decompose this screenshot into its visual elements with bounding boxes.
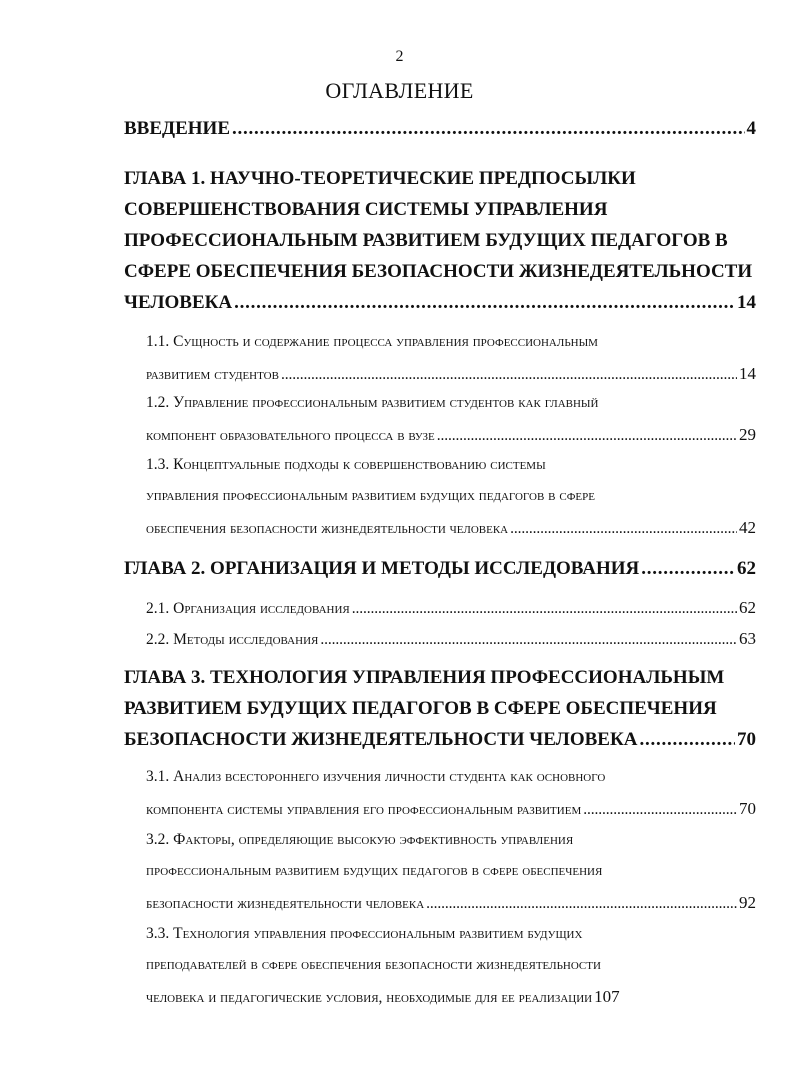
toc-page-number: 4	[746, 118, 756, 139]
toc-entry-text: компонента системы управления его профессиональным развитием	[146, 801, 582, 818]
toc-entry-text: ГЛАВА 1. НАУЧНО-ТЕОРЕТИЧЕСКИЕ ПРЕДПОСЫЛКИ	[124, 168, 636, 189]
toc-entry-section-2-2[interactable]	[146, 629, 756, 661]
toc-entry-text: 1.2. Управление профессиональным развитием студентов как главный	[146, 394, 599, 411]
toc-entry-text: преподавателей в сфере обеспечения безопасности жизнедеятельности	[146, 956, 601, 973]
dot-leader	[583, 801, 737, 819]
toc-entry-text: 1.1. Сущность и содержание процесса управления профессиональным	[146, 333, 598, 350]
toc-entry-text: обеспечения безопасности жизнедеятельности человека	[146, 520, 509, 537]
toc-entry-text: безопасности жизнедеятельности человека	[146, 895, 425, 912]
toc-entry-text: 3.3. Технология управления профессиональным развитием будущих	[146, 925, 583, 942]
page-number: 2	[395, 48, 404, 65]
toc-page-number: 92	[739, 893, 756, 912]
page-title: ОГЛАВЛЕНИЕ	[325, 78, 474, 103]
toc-entry-section-2-1[interactable]	[146, 598, 756, 630]
toc-entry-section-3-3[interactable]	[146, 925, 756, 1019]
dot-leader	[281, 366, 737, 384]
toc-page-number: 70	[739, 799, 756, 818]
toc-entry-text: ГЛАВА 3. ТЕХНОЛОГИЯ УПРАВЛЕНИЯ ПРОФЕССИОНАЛЬНЫМ	[124, 667, 725, 688]
dot-leader	[234, 292, 735, 314]
toc-entry-text: РАЗВИТИЕМ БУДУЩИХ ПЕДАГОГОВ В СФЕРЕ ОБЕСПЕЧЕНИЯ	[124, 698, 717, 719]
dot-leader	[232, 118, 745, 140]
toc-page-number: 107	[594, 987, 620, 1006]
toc-page-number: 62	[739, 598, 756, 617]
toc-entry-text: 1.3. Концептуальные подходы к совершенствованию системы	[146, 456, 546, 473]
toc-entry-text: компонент образовательного процесса в вузе	[146, 427, 435, 444]
toc-entry-text: ГЛАВА 2. ОРГАНИЗАЦИЯ И МЕТОДЫ ИССЛЕДОВАНИЯ	[124, 558, 640, 579]
toc-page-number: 29	[739, 425, 756, 444]
toc-page-number: 42	[739, 518, 756, 537]
toc-entry-chapter-1[interactable]	[124, 168, 756, 333]
dot-leader	[437, 427, 737, 445]
toc-entry-text: ВВЕДЕНИЕ	[124, 118, 230, 139]
toc-entry-chapter-3[interactable]	[124, 667, 756, 767]
dot-leader	[320, 631, 737, 649]
toc-entry-text: профессиональным развитием будущих педагогов в сфере обеспечения	[146, 862, 603, 879]
toc-entry-section-3-2[interactable]	[146, 831, 756, 925]
toc-entry-text: 3.1. Анализ всестороннего изучения личности студента как основного	[146, 768, 606, 785]
toc-page-number: 63	[739, 629, 756, 648]
toc-entry-text: ЧЕЛОВЕКА	[124, 292, 233, 313]
toc-entry-chapter-2[interactable]	[124, 558, 756, 592]
toc-page-number: 14	[739, 364, 756, 383]
dot-leader	[641, 558, 735, 580]
toc-entry-section-1-3[interactable]	[146, 456, 756, 550]
toc-entry-text: управления профессиональным развитием будущих педагогов в сфере	[146, 487, 595, 504]
toc-entry-section-1-1[interactable]	[146, 333, 756, 397]
dot-leader	[510, 520, 737, 538]
toc-entry-text: СФЕРЕ ОБЕСПЕЧЕНИЯ БЕЗОПАСНОСТИ ЖИЗНЕДЕЯТЕЛЬНОСТИ	[124, 261, 753, 282]
toc-page-number: 14	[737, 292, 756, 313]
dot-leader	[352, 600, 737, 618]
toc-page-number: 70	[737, 729, 756, 750]
toc-entry-text: ПРОФЕССИОНАЛЬНЫМ РАЗВИТИЕМ БУДУЩИХ ПЕДАГОГОВ В	[124, 230, 728, 251]
toc-entry-text: 2.1. Организация исследования	[146, 600, 350, 617]
toc-entry-section-3-1[interactable]	[146, 768, 756, 832]
toc-entry-text: 3.2. Факторы, определяющие высокую эффективность управления	[146, 831, 574, 848]
toc-entry-text: человека и педагогические условия, необходимые для ее реализации	[146, 989, 593, 1006]
toc-page-number: 62	[737, 558, 756, 579]
toc-entry-text: БЕЗОПАСНОСТИ ЖИЗНЕДЕЯТЕЛЬНОСТИ ЧЕЛОВЕКА	[124, 729, 638, 750]
dot-leader	[639, 729, 735, 751]
toc-entry-text: СОВЕРШЕНСТВОВАНИЯ СИСТЕМЫ УПРАВЛЕНИЯ	[124, 199, 608, 220]
toc-entry-intro[interactable]	[124, 118, 756, 152]
toc-entry-text: развитием студентов	[146, 366, 279, 383]
toc-entry-text: 2.2. Методы исследования	[146, 631, 319, 648]
toc-entry-section-1-2[interactable]	[146, 394, 756, 458]
dot-leader	[426, 895, 737, 913]
